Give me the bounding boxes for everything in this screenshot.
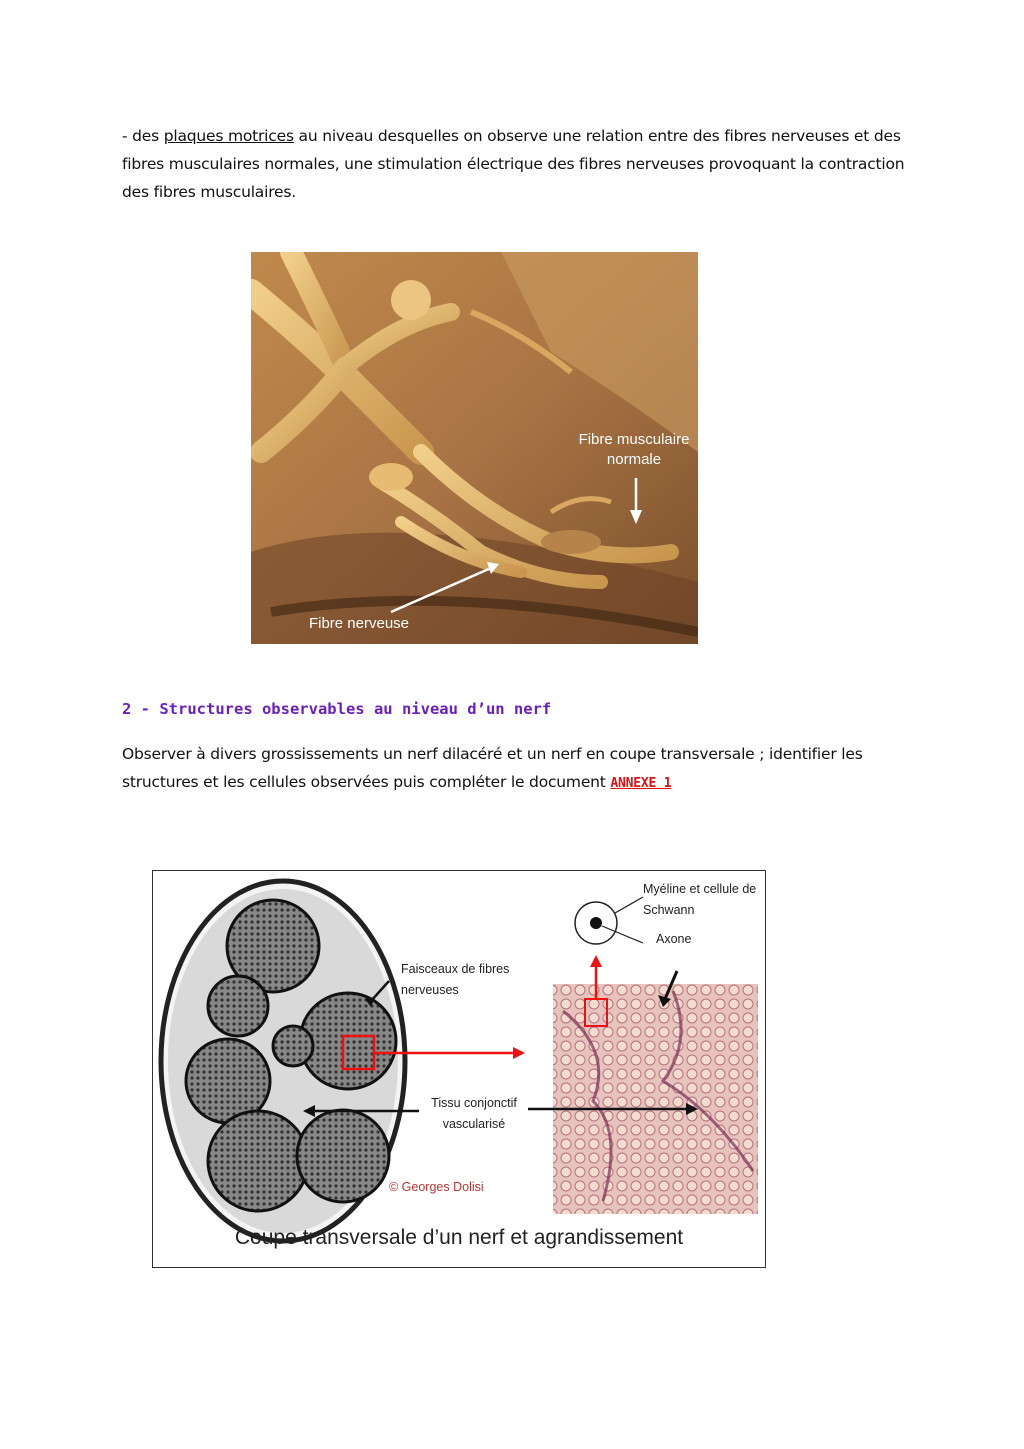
annexe-link[interactable]: ANNEXE 1 [610, 776, 672, 791]
label-nerve-fiber: Fibre nerveuse [308, 615, 410, 632]
intro-prefix: - des [122, 127, 164, 145]
label-axon: Axone [656, 932, 692, 946]
intro-paragraph [122, 122, 922, 206]
intro-rest: au niveau desquelles on observe une relation entre des fibres nerveuses et des fibres musculaires normales, une stimulation électrique des fibres nerveuses provoquant la contraction des fibres musculaires. [122, 127, 905, 201]
intro-underlined-term: plaques motrices [163, 127, 294, 145]
nerve-cross-section-figure [152, 870, 766, 1268]
copyright-label: © Georges Dolisi [389, 1180, 484, 1194]
section-heading: 2 - Structures observables au niveau d’un nerf [122, 700, 552, 718]
figure-caption: Coupe transversale d’un nerf et agrandissement [234, 1226, 684, 1249]
motor-endplate-micrograph [251, 252, 698, 644]
label-bundles: Faisceaux de fibres nerveuses [401, 962, 510, 997]
label-muscle-fiber: Fibre musculaire normale [578, 431, 690, 468]
instructions-text: Observer à divers grossissements un nerf dilacéré et un nerf en coupe transversale ; identifier les structures et les cellules observées puis compléter le document [122, 745, 863, 791]
label-connective-tissue: Tissu conjonctif vascularisé [431, 1096, 517, 1131]
label-myelin: Myéline et cellule de Schwann [643, 882, 757, 917]
instructions-paragraph [122, 740, 922, 798]
